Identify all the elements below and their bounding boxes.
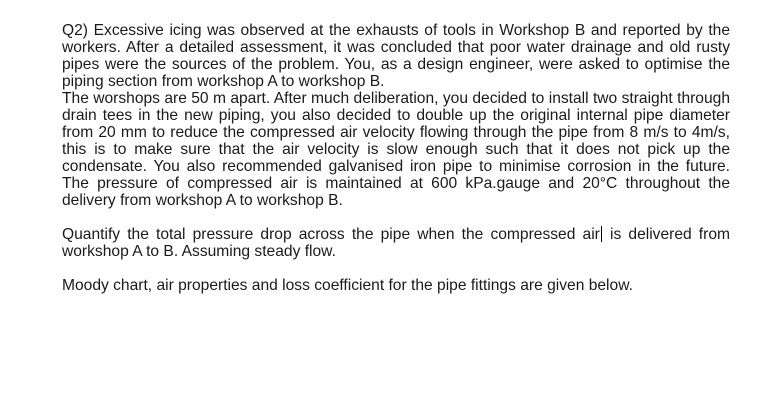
paragraph-problem-background: Q2) Excessive icing was observed at the exhausts of tools in Workshop B and reported by the workers. After a detailed assessment, it was concluded that poor water drainage and old rusty pipes were the sources of the problem. You, as a design engineer, were asked to optimise the piping section from workshop A to workshop B. — [62, 22, 730, 90]
paragraph-spacer — [62, 209, 730, 226]
paragraph-task[interactable] — [62, 226, 730, 260]
paragraph-spacer — [62, 260, 730, 277]
question-document — [62, 22, 730, 294]
task-text-start: Quantify the total pressure drop across the pipe when the compressed air — [62, 226, 600, 243]
paragraph-design-details: The worshops are 50 m apart. After much deliberation, you decided to install two straight through drain tees in the new piping, you also decided to double up the original internal pipe diameter from 20 mm to reduce the compressed air velocity flowing through the pipe from 8 m/s to 4m/s, this is to make sure that the air velocity is slow enough such that it does not pick up the condensate. You also recommended galvanised iron pipe to minimise corrosion in the future. The pressure of compressed air is maintained at 600 kPa.gauge and 20°C throughout the delivery from workshop A to workshop B. — [62, 90, 730, 209]
text-cursor — [601, 226, 602, 242]
paragraph-given-data: Moody chart, air properties and loss coefficient for the pipe fittings are given below. — [62, 277, 633, 294]
task-text-end: is delivered from workshop A to B. Assuming steady flow. — [62, 226, 730, 260]
